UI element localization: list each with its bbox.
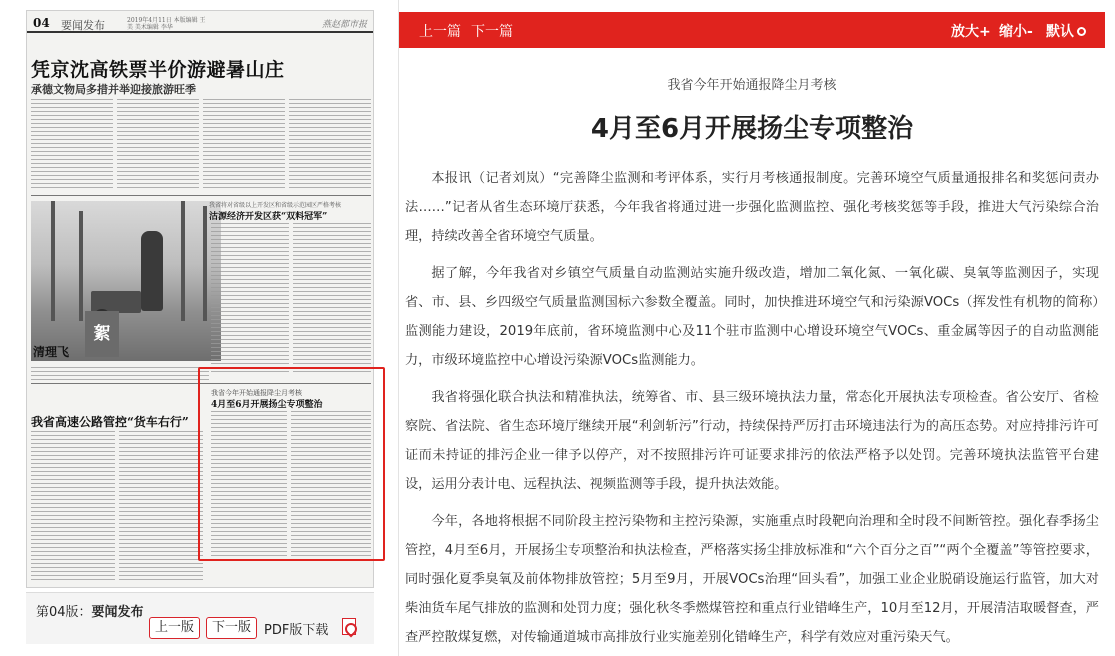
newspaper-text-block	[211, 223, 289, 373]
pdf-icon[interactable]	[342, 618, 356, 635]
next-article-button[interactable]: 下一篇	[471, 24, 513, 40]
article-panel	[398, 0, 1115, 656]
photo-worker-figure	[141, 231, 163, 311]
newspaper-divider	[31, 195, 371, 196]
page-label-prefix: 第04版：	[36, 605, 92, 620]
newspaper-text-block	[203, 99, 285, 191]
newspaper-headline-4[interactable]: 4月至6月开展扬尘专项整治	[211, 400, 323, 410]
newspaper-text-block	[31, 99, 113, 191]
newspaper-headline-3[interactable]: 我省高速公路管控“货车右行”	[31, 415, 189, 429]
zoom-in-button[interactable]: 放大+	[951, 24, 991, 40]
newspaper-text-block	[289, 99, 371, 191]
newspaper-date-line: 2019年4月11日 本版编辑 王美 美术编辑 李华	[127, 17, 206, 31]
pdf-download-link[interactable]: PDF版下载	[264, 623, 329, 638]
reset-circle-icon	[1077, 27, 1086, 36]
newspaper-headline-2-kicker: 我省将对省级以上开发区和省级示范园区严格考核	[209, 202, 342, 209]
page-label-value: 要闻发布	[91, 605, 144, 620]
page-footer	[26, 592, 374, 644]
article-paragraph: 本报讯（记者刘岚）“完善降尘监测和考评体系，实行月考核通报制度。完善环境空气质量通报排名和奖惩问责办法……”记者从省生态环境厅获悉，今年我省将通过进一步强化监测监控、强化考核奖惩等手段，推进大气污染综合治理，持续改善全省环境空气质量。	[405, 171, 1099, 244]
photo-tree	[79, 211, 83, 321]
next-page-button[interactable]: 下一版	[206, 617, 257, 639]
newspaper-section-name: 要闻发布	[61, 19, 105, 32]
newspaper-headline-4-kicker: 我省今年开始通报降尘月考核	[211, 389, 302, 397]
newspaper-photo-caption: 清理飞	[33, 345, 70, 359]
zoom-out-button[interactable]: 缩小-	[999, 24, 1033, 40]
newspaper-headline-main[interactable]: 凭京沈高铁票半价游避暑山庄	[31, 59, 285, 81]
prev-page-button[interactable]: 上一版	[149, 617, 200, 639]
default-size-button[interactable]	[1046, 21, 1086, 41]
selected-article-highlight[interactable]	[198, 367, 385, 561]
newspaper-text-block	[117, 99, 199, 191]
article-paragraph: 今年，各地将根据不同阶段主控污染物和主控污染源，实施重点时段靶向治理和全时段不间断管控。强化春季扬尘管控，4月至6月，开展扬尘专项整治和执法检查，严格落实扬尘排放标准和“六个百分之百”“两个全覆盖”等管控要求，同时强化夏季臭氧及前体物排放管控；5月至9月，开展VOCs治理“回头看”，加强工业企业脱硝设施运行监管，加大对柴油货车尾气排放的监测和处罚力度；强化秋冬季燃煤管控和重点行业错峰生产，10月至12月，开展清洁取暖督查，严查严控散煤复燃，对传输通道城市高排放行业实施差别化错峰生产，科学有效应对重污染天气。	[405, 514, 1099, 645]
photo-tree	[181, 201, 185, 321]
article-body	[399, 164, 1105, 656]
newspaper-page-header	[27, 15, 374, 33]
newspaper-text-block	[31, 367, 209, 381]
article-title: 4月至6月开展扬尘专项整治	[590, 114, 914, 144]
newspaper-text-block	[293, 223, 371, 373]
newspaper-masthead: 燕赵都市报	[321, 20, 367, 30]
prev-article-button[interactable]: 上一篇	[419, 24, 461, 40]
default-size-label: 默认	[1046, 24, 1074, 40]
newspaper-page-number: 04	[33, 16, 50, 30]
photo-tree	[203, 206, 207, 321]
article-kicker: 我省今年开始通报降尘月考核	[667, 78, 837, 93]
newspaper-headline-sub: 承德文物局多措并举迎接旅游旺季	[31, 83, 196, 96]
article-paragraph: 我省将强化联合执法和精准执法，统筹省、市、县三级环境执法力量，常态化开展执法专项检查。省公安厅、省检察院、省法院、省生态环境厅继续开展“利剑斩污”行动，持续保持严厉打击环境违法行为的高压态势。对应持排污许可证而未持证的排污企业一律予以停产，对不按照排污许可证要求排污的依法严格予以处罚。完善环境执法监管平台建设，运用分表计电、远程执法、视频监测等手段，提升执法效能。	[405, 390, 1099, 492]
newspaper-headline-2[interactable]: 沽源经济开发区获“双料冠军”	[209, 212, 328, 222]
photo-tree	[51, 201, 55, 321]
page-label	[36, 601, 144, 620]
article-toolbar	[399, 12, 1105, 48]
newspaper-photo[interactable]	[31, 201, 221, 361]
article-paragraph: 据了解，今年我省对乡镇空气质量自动监测站实施升级改造，增加二氧化氮、一氧化碳、臭氧等监测因子，实现省、市、县、乡四级空气质量监测国标六参数全覆盖。同时，加快推进环境空气和污染源VOCs（挥发性有机物的简称）监测能力建设，2019年底前，省环境监测中心及11个驻市监测中心增设环境空气VOCs、重金属等因子的自动监测能力，市级环境监控中心增设污染源VOCs监测能力。	[405, 266, 1099, 368]
newspaper-photo-badge: 絮	[85, 311, 119, 357]
newspaper-text-block	[31, 431, 115, 581]
newspaper-text-block	[119, 431, 203, 581]
